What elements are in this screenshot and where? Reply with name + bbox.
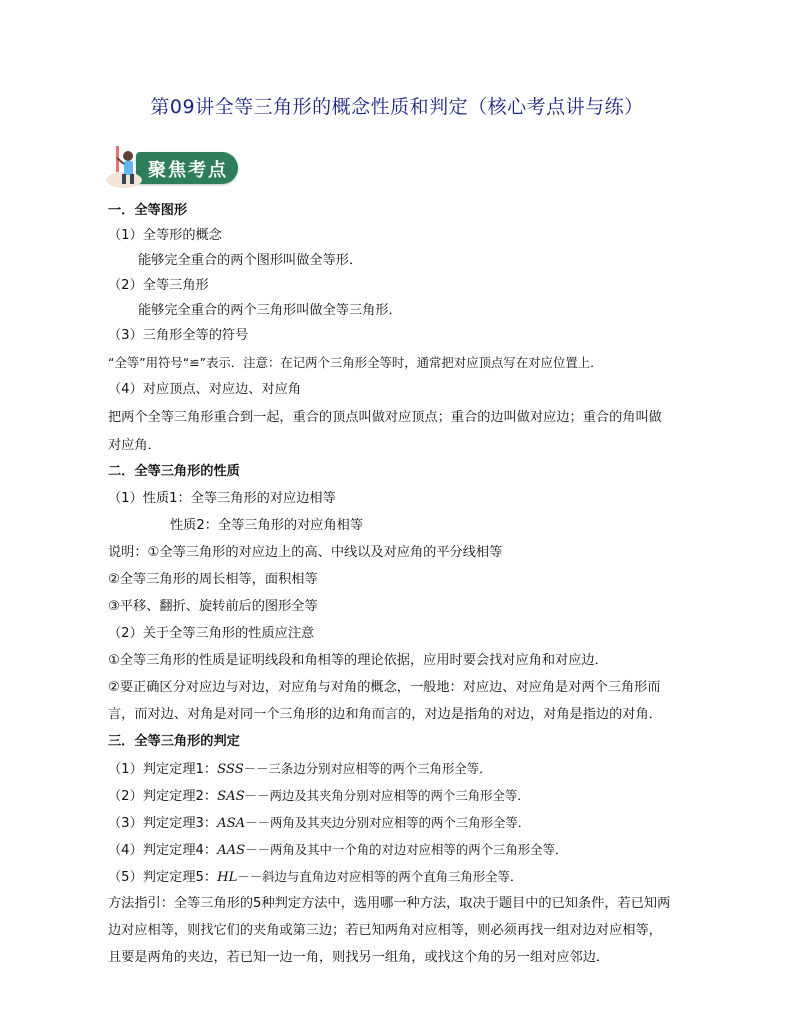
theorem-abbr: AAS (217, 843, 246, 858)
theorem-abbr: SSS (217, 762, 244, 777)
theorem-label: （2）判定定理2： (108, 789, 218, 804)
text-line: 对应角． (108, 438, 161, 453)
page-title: 第09讲全等三角形的概念性质和判定（核心考点讲与练） (150, 96, 644, 118)
theorem-text: －－两角及其中一个角的对边对应相等的两个三角形全等． (245, 842, 568, 857)
text-line: 把两个全等三角形重合到一起，重合的顶点叫做对应顶点；重合的边叫做对应边；重合的角叫做 (108, 410, 662, 425)
student-mascot-icon (100, 144, 148, 190)
section-heading-3: 三．全等三角形的判定 (108, 734, 240, 749)
theorem-text: －－三条边分别对应相等的两个三角形全等． (243, 761, 492, 776)
text-line: （2）关于全等三角形的性质应注意 (108, 626, 315, 641)
text-line: 方法指引：全等三角形的5种判定方法中，选用哪一种方法，取决于题目中的已知条件，若已知两 (108, 896, 671, 911)
text-line: 能够完全重合的两个三角形叫做全等三角形． (138, 303, 402, 318)
text-line: （2）全等三角形 (108, 278, 209, 293)
banner-label: 聚焦考点 (148, 160, 228, 181)
text-line: 说明：①全等三角形的对应边上的高、中线以及对应角的平分线相等 (108, 545, 503, 560)
text-line: 言，而对边、对角是对同一个三角形的边和角而言的，对边是指角的对边，对角是指边的对角． (108, 707, 662, 722)
text-line: ②要正确区分对应边与对边，对应角与对角的概念，一般地：对应边、对应角是对两个三角形而 (108, 680, 661, 695)
theorem-text: －－斜边与直角边对应相等的两个直角三角形全等． (237, 869, 523, 884)
theorem-line (108, 787, 530, 806)
theorem-line (108, 760, 492, 779)
section-heading-1: 一．全等图形 (108, 203, 188, 218)
theorem-abbr: HL (217, 870, 238, 885)
text-line: “全等”用符号“≌”表示．注意：在记两个三角形全等时，通常把对应顶点写在对应位置上． (108, 355, 603, 370)
text-line: （1）全等形的概念 (108, 228, 222, 243)
text-line: 性质2：全等三角形的对应角相等 (170, 518, 364, 533)
text-line: （4）对应顶点、对应边、对应角 (108, 382, 302, 397)
text-line: 边对应相等，则找它们的夹角或第三边；若已知两角对应相等，则必须再找一组对边对应相等， (108, 923, 662, 938)
text-line: （3）三角形全等的符号 (108, 328, 249, 343)
section-heading-2: 二．全等三角形的性质 (108, 464, 240, 479)
text-line: 能够完全重合的两个图形叫做全等形． (138, 253, 363, 268)
theorem-text: －－两边及其夹角分别对应相等的两个三角形全等． (244, 788, 530, 803)
theorem-abbr: ASA (217, 816, 246, 831)
theorem-label: （3）判定定理3： (108, 816, 218, 831)
text-line: ②全等三角形的周长相等，面积相等 (108, 572, 318, 587)
text-line: 且要是两角的夹边，若已知一边一角，则找另一组角，或找这个角的另一组对应邻边． (108, 950, 610, 965)
theorem-label: （4）判定定理4： (108, 843, 218, 858)
theorem-label: （5）判定定理5： (108, 870, 218, 885)
theorem-abbr: SAS (217, 789, 245, 804)
theorem-line (108, 868, 522, 887)
text-line: ①全等三角形的性质是证明线段和角相等的理论依据，应用时要会找对应角和对应边． (108, 653, 608, 668)
theorem-line (108, 841, 567, 860)
theorem-line (108, 814, 530, 833)
section-banner (100, 144, 240, 190)
theorem-label: （1）判定定理1： (108, 762, 218, 777)
text-line: （1）性质1：全等三角形的对应边相等 (108, 491, 336, 506)
text-line: ③平移、翻折、旋转前后的图形全等 (108, 599, 318, 614)
theorem-text: －－两角及其夹边分别对应相等的两个三角形全等． (245, 815, 531, 830)
